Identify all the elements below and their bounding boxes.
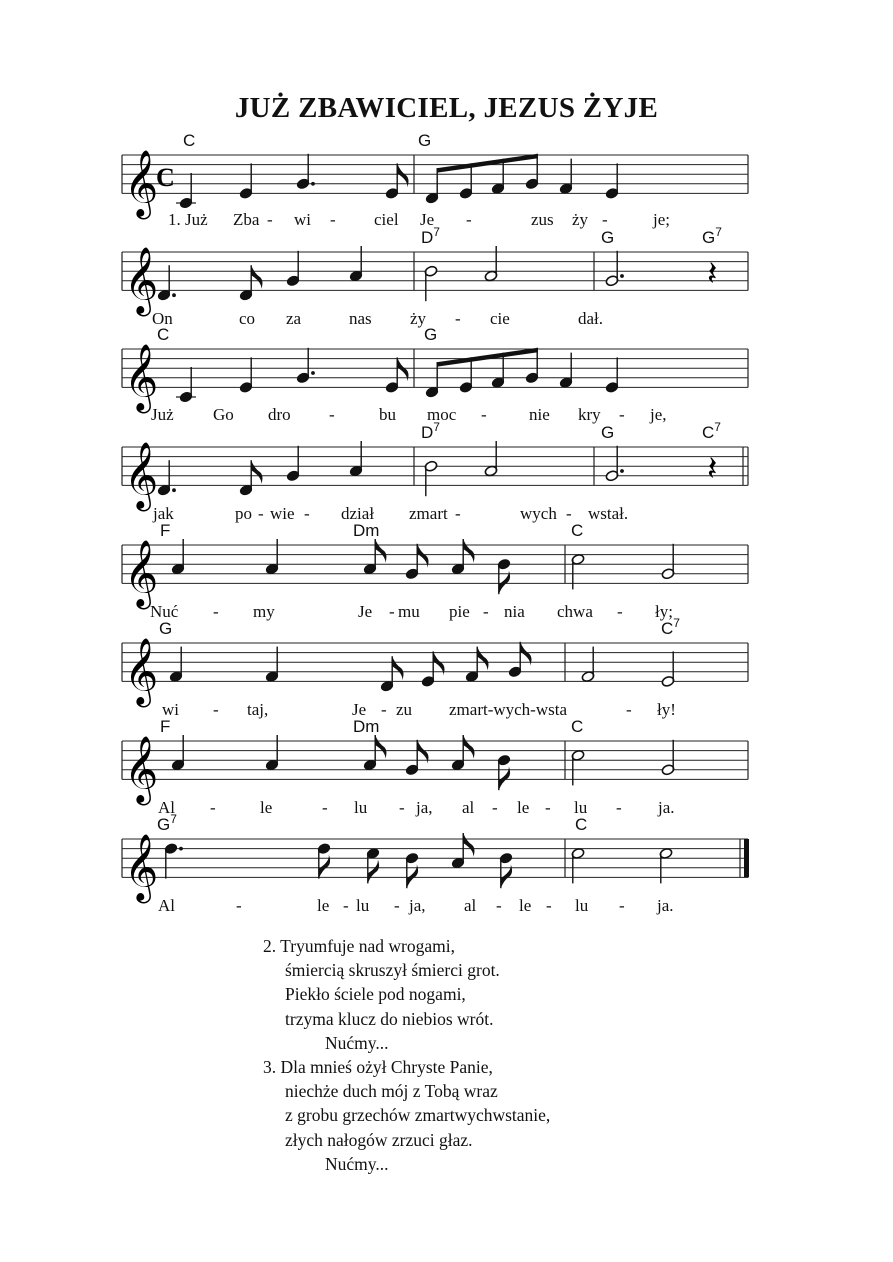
chord-symbol: F	[160, 717, 171, 736]
verse-3	[263, 1055, 763, 1176]
note-dot	[620, 274, 624, 278]
note	[605, 446, 624, 482]
lyric-syllable: -	[616, 798, 622, 817]
lyric-syllable: wych	[520, 504, 557, 523]
lyric-syllable: ja.	[658, 798, 675, 817]
note	[661, 740, 675, 776]
lyric-syllable: nie	[529, 405, 550, 424]
lyric-syllable: je,	[650, 405, 667, 424]
note	[385, 163, 408, 199]
note	[559, 159, 573, 195]
note-flag	[463, 735, 474, 759]
chord-symbol: C	[575, 815, 588, 834]
verse-line: z grobu grzechów zmartwychwstanie,	[285, 1105, 551, 1126]
staff-system	[122, 420, 748, 523]
lyric-syllable: za	[286, 309, 302, 328]
note-flag	[477, 647, 488, 671]
note	[349, 246, 363, 282]
lyric-syllable: le	[519, 896, 532, 915]
chord-symbol: $C^7$	[702, 420, 721, 442]
note	[171, 539, 185, 575]
chord-symbol: G	[601, 228, 615, 247]
note	[239, 163, 253, 199]
lyric-syllable: -	[617, 602, 623, 621]
lyric-syllable: ły!	[657, 700, 676, 719]
note	[363, 735, 386, 771]
lyric-syllable: my	[253, 602, 275, 621]
lyric-syllable: -	[389, 602, 395, 621]
note-dot	[172, 293, 176, 297]
lyric-syllable: wstał.	[588, 504, 629, 523]
note-flag	[463, 539, 474, 563]
note	[508, 642, 531, 678]
note	[171, 735, 185, 771]
note-dot	[311, 182, 315, 186]
song-title: JUŻ ZBAWICIEL, JEZUS ŻYJE	[234, 92, 659, 124]
treble-clef-icon: 𝄞	[124, 440, 159, 509]
note-flag	[463, 833, 474, 857]
treble-clef-icon: 𝄞	[124, 832, 159, 901]
lyric-syllable: pie	[449, 602, 470, 621]
lyric-syllable: -	[492, 798, 498, 817]
note	[424, 265, 438, 301]
note	[239, 265, 262, 301]
note	[451, 735, 474, 771]
note-flag	[375, 735, 386, 759]
lyric-syllable: dał.	[578, 309, 604, 328]
note	[405, 740, 428, 776]
verse-line: trzyma klucz do niebios wrót.	[285, 1008, 494, 1029]
note-beam	[437, 154, 538, 173]
lyric-syllable: Al	[158, 896, 175, 915]
lyric-syllable: wie	[270, 504, 295, 523]
lyric-syllable: -	[330, 210, 336, 229]
lyric-syllable: -	[619, 405, 625, 424]
note	[451, 833, 474, 869]
note	[497, 754, 511, 790]
chord-symbol: G	[424, 325, 438, 344]
lyric-syllable: -	[399, 798, 405, 817]
staff-system	[122, 717, 748, 817]
lyric-syllable: -	[343, 896, 349, 915]
lyric-syllable: -	[213, 602, 219, 621]
verse-refrain: Nućmy...	[325, 1153, 389, 1174]
verse-line: Piekło ściele pod nogami,	[285, 984, 466, 1005]
note	[349, 441, 363, 477]
verse-line: 3. Dla mnieś ożył Chryste Panie,	[263, 1057, 493, 1078]
lyric-syllable: dro	[268, 405, 291, 424]
note-dot	[620, 469, 624, 473]
verse-line: niechże duch mój z Tobą wraz	[285, 1081, 498, 1102]
lyric-syllable: cie	[490, 309, 510, 328]
note	[484, 246, 498, 282]
note	[317, 843, 331, 879]
note	[465, 647, 488, 683]
lyric-syllable: lu	[354, 798, 368, 817]
note	[380, 656, 403, 692]
note-flag	[251, 460, 262, 484]
note	[169, 647, 183, 683]
lyric-syllable: le	[517, 798, 530, 817]
note	[239, 460, 262, 496]
verses	[263, 934, 763, 1176]
chord-symbol: $D^7$	[421, 420, 440, 442]
lyric-syllable: mu	[398, 602, 420, 621]
lyric-syllable: po	[235, 504, 252, 523]
note	[571, 749, 585, 785]
chord-symbol: $C^7$	[661, 616, 680, 638]
lyric-syllable: -	[546, 896, 552, 915]
lyric-syllable: -	[626, 700, 632, 719]
chord-symbol: C	[571, 717, 584, 736]
note	[157, 265, 176, 301]
note-flag	[392, 656, 403, 680]
note	[451, 539, 474, 575]
note	[424, 460, 438, 496]
treble-clef-icon: 𝄞	[124, 636, 159, 705]
lyric-syllable: Nuć	[150, 602, 179, 621]
note	[405, 544, 428, 580]
note	[265, 539, 279, 575]
lyric-syllable: ciel	[374, 210, 399, 229]
note-dot	[311, 371, 315, 375]
lyric-syllable: -	[304, 504, 310, 523]
lyric-syllable: -	[322, 798, 328, 817]
note	[296, 154, 315, 190]
lyric-syllable: -	[329, 405, 335, 424]
note	[605, 251, 624, 287]
chord-symbol: $D^7$	[421, 225, 440, 247]
lyric-syllable: nia	[504, 602, 525, 621]
note	[157, 460, 176, 496]
note	[176, 367, 196, 403]
note	[296, 348, 315, 384]
chord-symbol: C	[571, 521, 584, 540]
lyric-syllable: ły;	[655, 602, 673, 621]
verse-line: złych nałogów zrzuci głaz.	[285, 1129, 473, 1150]
note	[659, 847, 673, 883]
lyric-syllable: -	[483, 602, 489, 621]
lyric-syllable: al	[464, 896, 477, 915]
chord-symbol: F	[160, 521, 171, 540]
note	[605, 357, 619, 393]
note	[581, 647, 595, 683]
note	[405, 852, 419, 888]
note-dot	[172, 488, 176, 492]
quarter-rest-icon: 𝄽	[707, 253, 718, 294]
verse-2	[263, 934, 763, 1055]
lyric-syllable: kry	[578, 405, 601, 424]
note-dot	[179, 847, 183, 851]
lyric-syllable: je;	[653, 210, 670, 229]
treble-clef-icon: 𝄞	[124, 245, 159, 314]
note-flag	[375, 539, 386, 563]
staff-system	[122, 325, 748, 424]
lyric-syllable: ja,	[416, 798, 433, 817]
note	[605, 163, 619, 199]
chord-symbol: Dm	[353, 521, 380, 540]
treble-clef-icon: 𝄞	[124, 734, 159, 803]
note	[484, 441, 498, 477]
lyric-syllable: zmart-wych-wsta	[449, 700, 568, 719]
note	[265, 647, 279, 683]
lyric-syllable: -	[455, 504, 461, 523]
lyric-syllable: -	[545, 798, 551, 817]
lyric-syllable: ja,	[409, 896, 426, 915]
note	[286, 446, 300, 482]
lyric-syllable: -	[566, 504, 572, 523]
staff-system	[122, 225, 748, 328]
lyric-syllable: -	[258, 504, 264, 523]
lyric-syllable: ja.	[657, 896, 674, 915]
lyric-syllable: -	[466, 210, 472, 229]
lyric-syllable: Je	[352, 700, 367, 719]
lyric-syllable: -	[213, 700, 219, 719]
verse-line: śmiercią skruszył śmierci grot.	[285, 960, 500, 981]
lyric-syllable: Al	[158, 798, 175, 817]
chord-symbol: Dm	[353, 717, 380, 736]
time-signature: C	[156, 162, 175, 192]
note-flag	[251, 265, 262, 289]
lyric-syllable: bu	[379, 405, 396, 424]
lyric-syllable: -	[496, 896, 502, 915]
note	[176, 173, 196, 209]
note	[366, 847, 380, 883]
chord-symbol: C	[183, 131, 196, 150]
lyric-syllable: ży	[572, 210, 589, 229]
note	[571, 847, 585, 883]
verse-line: 2. Tryumfuje nad wrogami,	[263, 936, 456, 956]
final-bar-line	[744, 839, 749, 877]
note	[239, 357, 253, 393]
lyric-syllable: wi	[294, 210, 311, 229]
lyric-syllable: Zba	[233, 210, 260, 229]
lyric-syllable: le	[260, 798, 273, 817]
staff-system	[122, 521, 748, 621]
note	[661, 544, 675, 580]
staff-system	[122, 131, 748, 229]
lyric-syllable: Już	[151, 405, 174, 424]
chord-symbol: G	[418, 131, 432, 150]
lyric-syllable: Go	[213, 405, 234, 424]
lyric-syllable: lu	[574, 798, 588, 817]
verse-refrain: Nućmy...	[325, 1032, 389, 1053]
treble-clef-icon: 𝄞	[124, 342, 159, 411]
lyric-syllable: -	[267, 210, 273, 229]
lyric-syllable: chwa	[557, 602, 593, 621]
lyric-syllable: On	[152, 309, 173, 328]
lyric-syllable: -	[602, 210, 608, 229]
lyric-syllable: zus	[531, 210, 554, 229]
lyric-syllable: al	[462, 798, 475, 817]
lyric-syllable: Je	[420, 210, 435, 229]
note	[286, 251, 300, 287]
lyric-syllable: lu	[356, 896, 370, 915]
lyric-syllable: zu	[396, 700, 413, 719]
lyric-syllable: dział	[341, 504, 375, 523]
note	[385, 357, 408, 393]
chord-symbol: G	[601, 423, 615, 442]
chord-symbol: G	[159, 619, 173, 638]
note	[559, 353, 573, 389]
lyric-syllable: jak	[153, 504, 174, 523]
note	[363, 539, 386, 575]
treble-clef-icon: 𝄞	[124, 148, 159, 217]
lyric-syllable: -	[455, 309, 461, 328]
note-flag	[368, 859, 379, 883]
note	[164, 843, 183, 879]
lyric-syllable: wi	[162, 700, 179, 719]
lyric-syllable: ży	[410, 309, 427, 328]
chord-symbol: $G^7$	[702, 225, 722, 247]
lyric-syllable: zmart	[409, 504, 448, 523]
lyric-syllable: moc	[427, 405, 457, 424]
lyric-syllable: -	[210, 798, 216, 817]
lyric-syllable: nas	[349, 309, 372, 328]
note	[421, 651, 444, 687]
lyric-syllable: taj,	[247, 700, 269, 719]
note	[571, 553, 585, 589]
lyric-syllable: le	[317, 896, 330, 915]
staff-system	[122, 812, 749, 915]
lyric-syllable: -	[394, 896, 400, 915]
lyric-syllable: -	[381, 700, 387, 719]
note	[497, 558, 511, 594]
quarter-rest-icon: 𝄽	[707, 448, 718, 489]
note-beam	[437, 348, 538, 367]
chord-symbol: $G^7$	[157, 812, 177, 834]
lyric-syllable: 1. Już	[168, 210, 208, 229]
staff-system	[122, 616, 748, 719]
note	[499, 852, 513, 888]
note	[265, 735, 279, 771]
lyric-syllable: lu	[575, 896, 589, 915]
lyric-syllable: -	[619, 896, 625, 915]
lyric-syllable: co	[239, 309, 256, 328]
note	[661, 651, 675, 687]
lyric-syllable: -	[481, 405, 487, 424]
treble-clef-icon: 𝄞	[124, 538, 159, 607]
lyric-syllable: -	[236, 896, 242, 915]
chord-symbol: C	[157, 325, 170, 344]
lyric-syllable: Je	[358, 602, 373, 621]
